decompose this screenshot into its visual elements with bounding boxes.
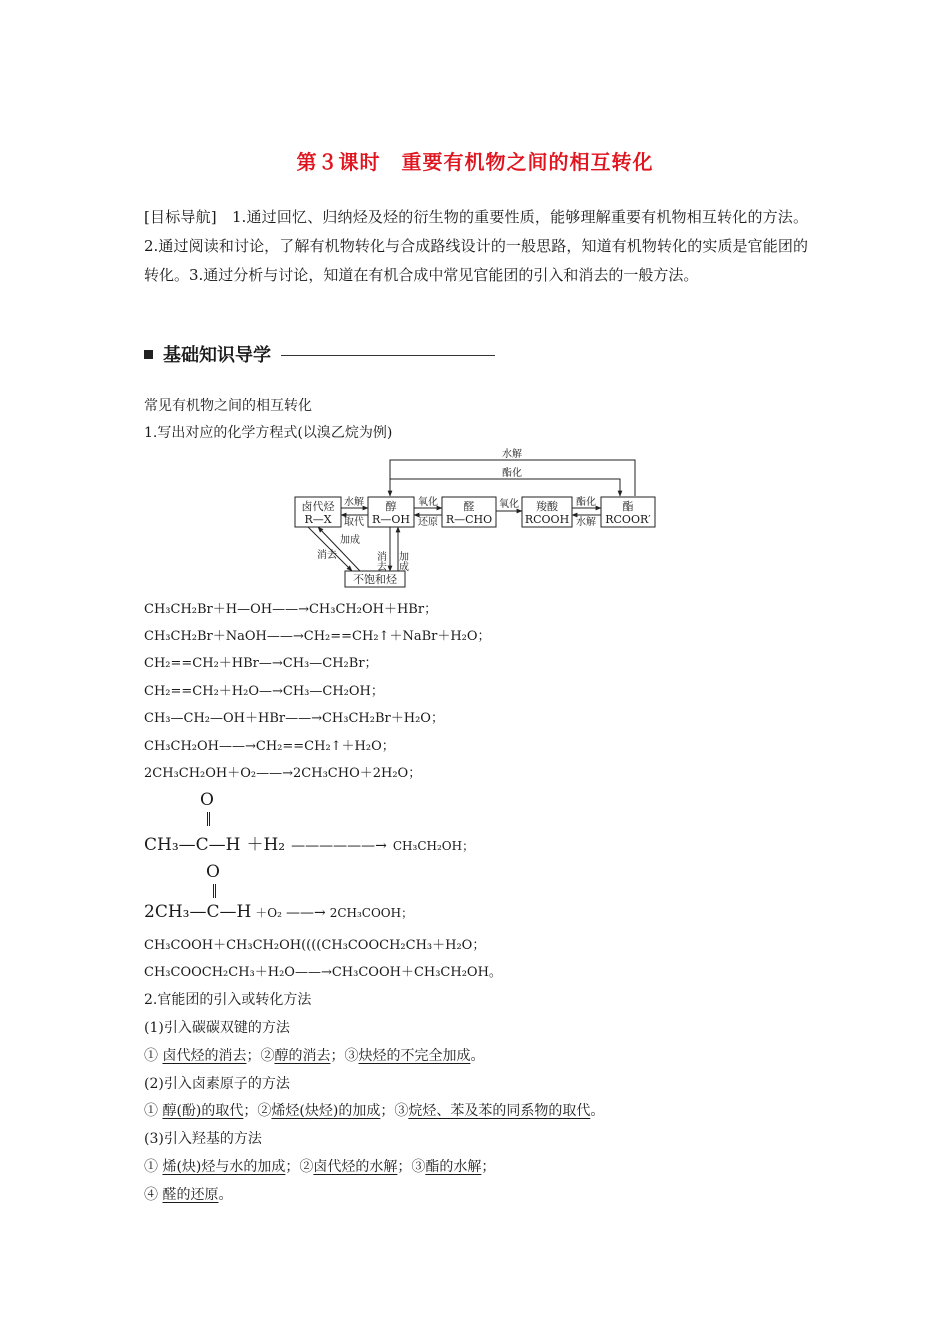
top-label-hydrolysis: 水解 bbox=[502, 449, 522, 460]
method-2-heading: (2)引入卤素原子的方法 bbox=[144, 1076, 290, 1092]
acid-name: 羧酸 bbox=[536, 500, 558, 513]
alcohol-name: 醇 bbox=[385, 500, 397, 513]
esterify-top-arrow bbox=[390, 479, 620, 496]
reaction-arrow: ——————→ bbox=[291, 838, 387, 854]
equation-1: CH₃CH₂Br＋H—OH——→CH₃CH₂OH＋HBr； bbox=[144, 602, 438, 617]
answer-item: 卤代烃的消去 bbox=[162, 1048, 247, 1064]
method-3-items-cont: ④ 醛的还原。 bbox=[144, 1187, 233, 1203]
reactant-plus: ＋O₂ bbox=[255, 906, 282, 920]
method-1-heading: (1)引入碳碳双键的方法 bbox=[144, 1020, 290, 1036]
carbonyl-oxygen: O bbox=[200, 790, 214, 810]
ester-name: 酯 bbox=[622, 500, 634, 513]
reactant-aldehyde: 2CH₃—C—H bbox=[144, 902, 252, 922]
label-hydrolysis: 水解 bbox=[344, 497, 364, 508]
equation-7: 2CH₃CH₂OH＋O₂——→2CH₃CHO＋2H₂O； bbox=[144, 766, 422, 781]
method-1-items: ① 卤代烃的消去；②醇的消去；③炔烃的不完全加成。 bbox=[144, 1048, 485, 1064]
section-heading-text: 基础知识导学 bbox=[163, 345, 271, 366]
label-hydrolysis-2: 水解 bbox=[576, 517, 596, 528]
square-bullet-icon bbox=[144, 350, 153, 359]
acid-formula: RCOOH bbox=[524, 513, 570, 526]
label-reduction: 还原 bbox=[418, 517, 438, 528]
product: CH₃CH₂OH； bbox=[392, 839, 475, 853]
answer-item: 醇(酚)的取代 bbox=[162, 1103, 244, 1119]
answer-item: 卤代烃的水解 bbox=[313, 1159, 398, 1175]
heading-rule bbox=[281, 355, 495, 356]
question-1: 1.写出对应的化学方程式(以溴乙烷为例) bbox=[144, 425, 393, 441]
label-elimination-mid: 消去 bbox=[374, 551, 386, 571]
answer-item: 炔烃的不完全加成 bbox=[358, 1048, 471, 1064]
learning-objectives: [目标导航] 1.通过回忆、归纳烃及烃的衍生物的重要性质，能够理解重要有机物相互转化的方法。2.通过阅读和讨论，了解有机物转化与合成路线设计的一般思路，知道有机物转化的实质是官能团的转化。3.通过分析与讨论，知道在有机合成中常见官能团的引入和消去的一般方法。 bbox=[144, 208, 808, 284]
label-substitution: 取代 bbox=[344, 517, 364, 528]
double-bond-mark bbox=[213, 884, 216, 898]
label-esterify: 酯化 bbox=[576, 497, 596, 508]
ester-formula: RCOOR′ bbox=[605, 513, 651, 526]
alcohol-formula: R—OH bbox=[372, 513, 410, 526]
equation-ester-hydrolysis: CH₃COOCH₂CH₃＋H₂O——→CH₃COOH＋CH₃CH₂OH。 bbox=[144, 965, 502, 980]
label-addition-left: 加成 bbox=[340, 535, 360, 546]
equation-2: CH₃CH₂Br＋NaOH——→CH₂==CH₂↑＋NaBr＋H₂O； bbox=[144, 629, 491, 644]
method-3-items: ① 烯(炔)烃与水的加成；②卤代烃的水解；③酯的水解； bbox=[144, 1159, 496, 1175]
halide-name: 卤代烃 bbox=[301, 500, 335, 513]
alkene-name: 不饱和烃 bbox=[353, 573, 397, 586]
top-label-esterify: 酯化 bbox=[502, 468, 522, 479]
double-bond-mark bbox=[207, 812, 210, 826]
section-heading bbox=[144, 341, 495, 367]
label-oxidation-2: 氧化 bbox=[499, 499, 519, 510]
label-oxidation: 氧化 bbox=[418, 497, 438, 508]
method-2-items: ① 醇(酚)的取代；②烯烃(炔烃)的加成；③烷烃、苯及苯的同系物的取代。 bbox=[144, 1103, 605, 1119]
label-addition-mid: 加成 bbox=[396, 551, 408, 571]
subheading: 常见有机物之间的相互转化 bbox=[144, 398, 312, 414]
answer-item: 烷烃、苯及苯的同系物的取代 bbox=[408, 1103, 591, 1119]
equation-6: CH₃CH₂OH——→CH₂==CH₂↑＋H₂O； bbox=[144, 739, 395, 754]
reactant-aldehyde: CH₃—C—H bbox=[144, 835, 241, 855]
answer-item: 烯(炔)烃与水的加成 bbox=[162, 1159, 286, 1175]
label-elimination-left: 消去 bbox=[317, 550, 337, 561]
reaction-arrow: ——→ bbox=[285, 905, 326, 921]
question-2: 2.官能团的引入或转化方法 bbox=[144, 992, 312, 1008]
equation-3: CH₂==CH₂＋HBr—→CH₃—CH₂Br； bbox=[144, 656, 378, 671]
conversion-diagram bbox=[290, 445, 660, 590]
reactant-plus: ＋H₂ bbox=[246, 835, 286, 855]
equation-4: CH₂==CH₂＋H₂O—→CH₃—CH₂OH； bbox=[144, 684, 384, 699]
aldehyde-formula: R—CHO bbox=[445, 513, 493, 526]
product: 2CH₃COOH； bbox=[329, 906, 414, 920]
halide-formula: R—X bbox=[304, 513, 332, 526]
aldehyde-name: 醛 bbox=[463, 500, 475, 513]
carbonyl-oxygen: O bbox=[206, 862, 220, 882]
equation-esterify: CH₃COOH＋CH₃CH₂OH((((CH₃COOCH₂CH₃＋H₂O； bbox=[144, 938, 486, 953]
answer-item: 烯烃(炔烃)的加成 bbox=[271, 1103, 381, 1119]
answer-item: 醛的还原 bbox=[162, 1187, 219, 1203]
method-3-heading: (3)引入羟基的方法 bbox=[144, 1131, 262, 1147]
lesson-title: 第３课时 重要有机物之间的相互转化 bbox=[296, 150, 654, 174]
equation-5: CH₃—CH₂—OH＋HBr——→CH₃CH₂Br＋H₂O； bbox=[144, 711, 444, 726]
answer-item: 醇的消去 bbox=[274, 1048, 331, 1064]
answer-item: 酯的水解 bbox=[425, 1159, 482, 1175]
